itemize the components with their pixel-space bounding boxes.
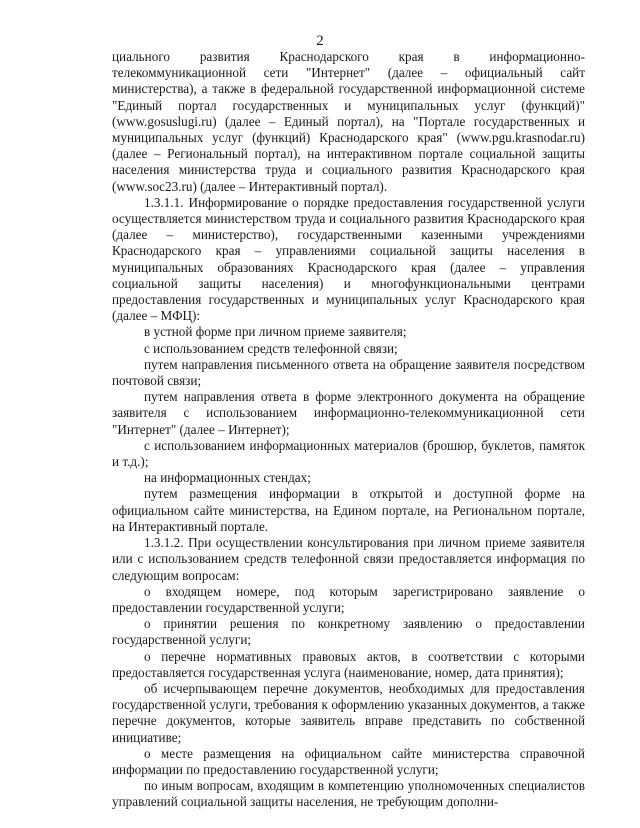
paragraph: с использованием средств телефонной связи; <box>144 340 398 356</box>
paragraph: о принятии решения по конкретному заявлению о предоставлении государственной услуги; <box>112 616 585 648</box>
paragraph: на информационных стендах; <box>144 470 311 486</box>
paragraph: об исчерпывающем перечне документов, необходимых для предоставления государственной услуги, требования к оформлению указанных документов, а также перечне документов, которые заявитель вправе представить по собственной инициативе; <box>112 680 585 745</box>
paragraph: в устной форме при личном приеме заявителя; <box>144 324 407 340</box>
document-body <box>112 49 585 811</box>
page-number: 2 <box>316 33 324 49</box>
paragraph: путем размещения информации в открытой и доступной форме на официальном сайте министерства, на Едином портале, на Региональном портале, на Интерактивный портале. <box>112 486 585 534</box>
paragraph: путем направления ответа в форме электронного документа на обращение заявителя с использованием информационно-телекоммуникационной сети "Интернет" (далее – Интернет); <box>112 389 585 437</box>
paragraph: 1.3.1.2. При осуществлении консультирования при личном приеме заявителя или с использованием средств телефонной связи предоставляется информация по следующим вопросам: <box>112 535 585 583</box>
paragraph: о перечне нормативных правовых актов, в соответствии с которыми предоставляется государственная услуга (наименование, номер, дата принятия); <box>112 648 585 680</box>
paragraph: циального развития Краснодарского края в информационно-телекоммуникационной сети "Интернет" (далее – официальный сайт министерства), а также в федеральной государственной информационной системе "Единый портал государственных и муниципальных услуг (функций)" (www.gosuslugi.ru) (далее – Единый портал), на "Портале государственных и муниципальных услуг (функций) Краснодарского края" (www.pgu.krasnodar.ru) (далее – Региональный портал), на интерактивном портале социальной защиты населения министерства труда и социального развития Краснодарского края (www.soc23.ru) (далее – Интерактивный портал). <box>112 49 585 194</box>
paragraph: о входящем номере, под которым зарегистрировано заявление о предоставлении государственной услуги; <box>112 583 585 615</box>
paragraph: по иным вопросам, входящим в компетенцию уполномоченных специалистов управлений социальной защиты населения, не требующим дополни- <box>112 778 585 810</box>
paragraph: путем направления письменного ответа на обращение заявителя посредством почтовой связи; <box>112 356 585 389</box>
paragraph: с использованием информационных материалов (брошюр, буклетов, памяток и т.д.); <box>112 437 585 470</box>
paragraph: 1.3.1.1. Информирование о порядке предоставления государственной услуги осуществляется министерством труда и социального развития Краснодарского края (далее – министерство), государственными казенными учреждениями Краснодарского края – управлениями социальной защиты населения в муниципальных образованиях Краснодарского края (далее – управления социальной защиты населения) и многофункциональными центрами предоставления государственных и муниципальных услуг Краснодарского края (далее – МФЦ): <box>112 194 585 324</box>
paragraph: о месте размещения на официальном сайте министерства справочной информации по предоставлению государственной услуги; <box>112 745 585 777</box>
